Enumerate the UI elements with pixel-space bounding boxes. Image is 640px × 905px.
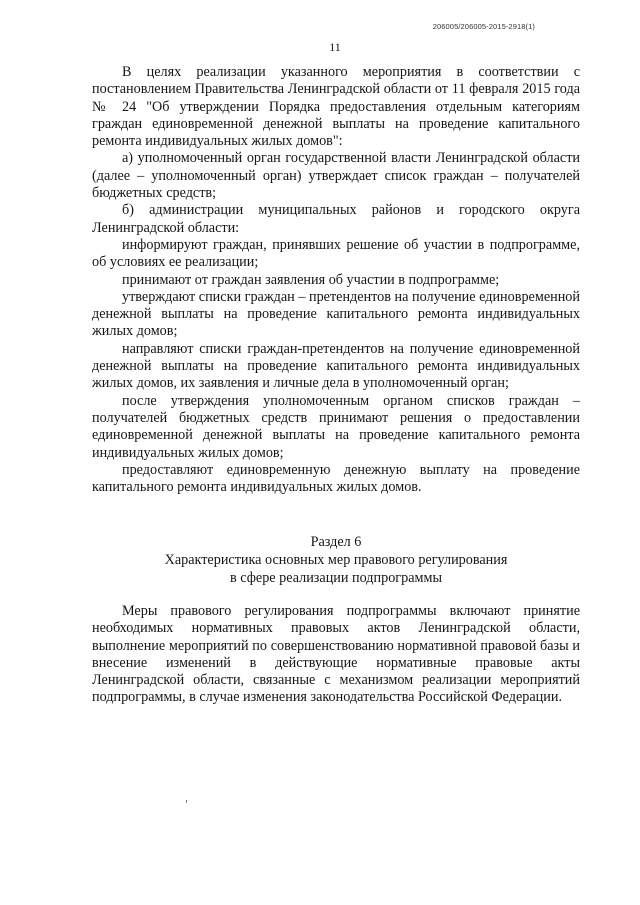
body-text bbox=[92, 64, 580, 496]
paragraph-send: направляют списки граждан-претендентов на получение единовременной денежной выплаты на проведение капитального ремонта индивидуальных жилых домов, их заявления и личные дела в уполномоченный орган; bbox=[92, 340, 580, 392]
paragraph-item-b: б) администрации муниципальных районов и городского округа Ленинградской области: bbox=[92, 202, 580, 236]
paragraph-approve: утверждают списки граждан – претендентов на получение единовременной денежной выплаты на проведение капитального ремонта индивидуальных жилых домов; bbox=[92, 288, 580, 340]
paragraph-item-a: а) уполномоченный орган государственной власти Ленинградской области (далее – уполномоченный орган) утверждает список граждан – получателей бюджетных средств; bbox=[92, 150, 580, 202]
section-heading bbox=[92, 534, 580, 587]
paragraph-provide: предоставляют единовременную денежную выплату на проведение капитального ремонта индивидуальных жилых домов. bbox=[92, 461, 580, 496]
paragraph-regulation: Меры правового регулирования подпрограммы включают принятие необходимых нормативных правовых актов Ленинградской области, выполнение мероприятий по совершенствованию нормативной правовой базы и внесение изменений в действующие нормативные правовые акты Ленинградской области, связанные с механизмом реализации мероприятий подпрограммы, в случае изменения законодательства Российской Федерации. bbox=[92, 603, 580, 706]
paragraph-decide: после утверждения уполномоченным органом списков граждан – получателей бюджетных средств принимают решения о предоставлении единовременной денежной выплаты на проведение капитального ремонта индивидуальных жилых домов; bbox=[92, 392, 580, 461]
section-label: Раздел 6 bbox=[310, 534, 362, 550]
document-code: 206005/206005-2015-2918(1) bbox=[432, 22, 535, 31]
paragraph-accept: принимают от граждан заявления об участии в подпрограмме; bbox=[122, 271, 500, 288]
scan-speck bbox=[186, 800, 187, 803]
section-body bbox=[92, 603, 580, 707]
page-number: 11 bbox=[329, 40, 341, 54]
paragraph-inform: информируют граждан, принявших решение об участии в подпрограмме, об условиях ее реализации; bbox=[92, 236, 580, 271]
section-title-line-2: в сфере реализации подпрограммы bbox=[229, 569, 442, 586]
paragraph-intro: В целях реализации указанного мероприятия в соответствии с постановлением Правительства Ленинградской области от 11 февраля 2015 года № 24 "Об утверждении Порядка предоставления отдельным категориям граждан единовременной денежной выплаты на проведение капитального ремонта индивидуальных жилых домов": bbox=[92, 64, 580, 150]
section-title-line-1: Характеристика основных мер правового регулирования bbox=[164, 551, 508, 568]
